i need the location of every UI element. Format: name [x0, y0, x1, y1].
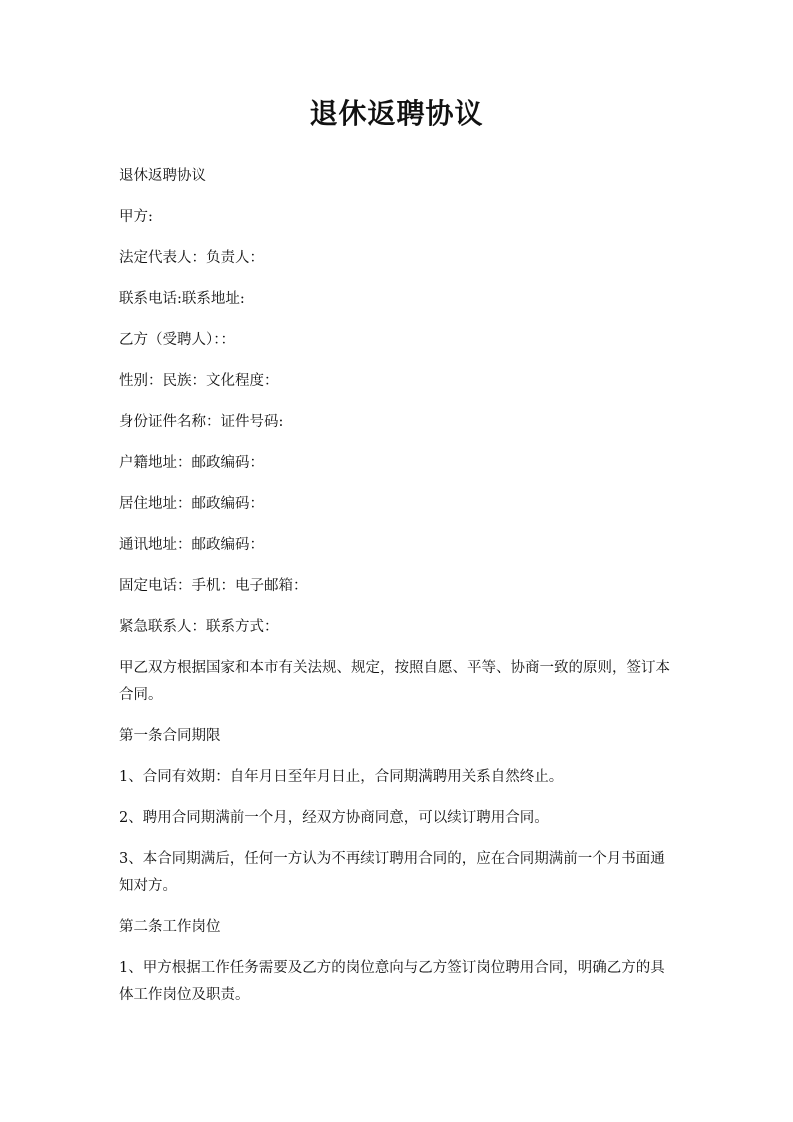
- document-title: 退休返聘协议: [309, 97, 484, 130]
- paragraph-contact-info-a: 联系电话:联系地址:: [119, 291, 245, 307]
- paragraph-residential-address: 居住地址：邮政编码：: [119, 496, 264, 512]
- paragraph-agreement-basis: 甲乙双方根据国家和本市有关法规、规定，按照自愿、平等、协商一致的原则，签订本合同。: [119, 660, 670, 703]
- section-heading-article-1: 第一条合同期限: [119, 728, 221, 744]
- paragraph-article-1-item-1: 1、合同有效期：自年月日至年月日止，合同期满聘用关系自然终止。: [119, 769, 564, 785]
- paragraph-doc-heading: 退休返聘协议: [119, 168, 206, 184]
- paragraph-party-b: 乙方（受聘人）：：: [119, 332, 235, 348]
- section-heading-article-2: 第二条工作岗位: [119, 919, 221, 935]
- paragraph-id-document: 身份证件名称：证件号码:: [119, 414, 284, 430]
- paragraph-phone-email: 固定电话：手机：电子邮箱：: [119, 578, 308, 594]
- document-body: [119, 163, 679, 1023]
- paragraph-household-address: 户籍地址：邮政编码：: [119, 455, 264, 471]
- paragraph-mailing-address: 通讯地址：邮政编码：: [119, 537, 264, 553]
- paragraph-gender-ethnicity-education: 性别：民族：文化程度：: [119, 373, 279, 389]
- paragraph-emergency-contact: 紧急联系人：联系方式：: [119, 619, 279, 635]
- paragraph-article-1-item-2: 2、聘用合同期满前一个月，经双方协商同意，可以续订聘用合同。: [119, 810, 549, 826]
- paragraph-article-2-item-1: 1、甲方根据工作任务需要及乙方的岗位意向与乙方签订岗位聘用合同，明确乙方的具体工作岗位及职责。: [119, 960, 665, 1003]
- paragraph-party-a: 甲方:: [119, 209, 153, 225]
- paragraph-legal-representative: 法定代表人：负责人：: [119, 250, 264, 266]
- paragraph-article-1-item-3: 3、本合同期满后，任何一方认为不再续订聘用合同的，应在合同期满前一个月书面通知对方。: [119, 851, 665, 894]
